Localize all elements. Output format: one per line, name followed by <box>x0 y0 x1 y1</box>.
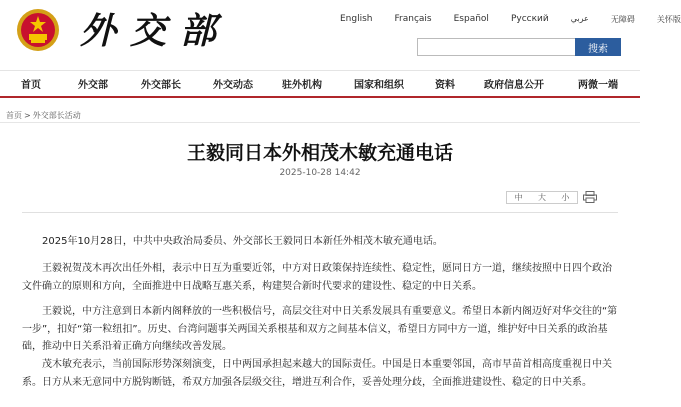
lang-spanish-link[interactable]: Español <box>453 14 489 24</box>
nav-diplomatic-news[interactable]: 外交动态 <box>213 80 253 91</box>
article-paragraph: 王毅说，中方注意到日本新内阁释放的一些积极信号，高层交往对中日关系发展具有重要意义。希望日本新内阁迈好对华交往的“第一步”，扣好“第一粒纽扣”。历史、台湾问题事关两国关系根基和双方之间基本信义，希望日方同中方一道，维护好中日关系的政治基础，推动中日关系沿着正确方向继续改善发展。 <box>22 306 618 352</box>
article-date: 2025-10-28 14:42 <box>279 168 361 178</box>
article-paragraph: 王毅祝贺茂木再次出任外相，表示中日互为重要近邻，中方对日政策保持连续性、稳定性，愿同日方一道，继续按照中日四个政治文件确立的原则和方向，全面推进中日战略互惠关系，构建契合新时代要求的建设性、稳定的中日关系。 <box>22 263 612 292</box>
lang-russian-link[interactable]: Русский <box>510 14 549 24</box>
accessibility-link[interactable]: 无障碍 <box>610 15 635 24</box>
search-bar <box>417 38 621 56</box>
nav-gov-info[interactable]: 政府信息公开 <box>484 80 544 91</box>
breadcrumb-home[interactable]: 首页 <box>6 111 22 120</box>
nav-ministry[interactable]: 外交部 <box>78 80 108 91</box>
search-input[interactable] <box>417 38 577 56</box>
article-divider <box>22 212 618 213</box>
nav-minister[interactable]: 外交部长 <box>141 80 181 91</box>
font-size-small[interactable]: 小 <box>561 193 570 202</box>
nav-missions-abroad[interactable]: 驻外机构 <box>282 80 322 91</box>
site-header <box>0 0 681 68</box>
breadcrumb-separator: > <box>24 111 31 120</box>
nav-resources[interactable]: 资料 <box>435 80 455 91</box>
breadcrumb <box>6 110 81 121</box>
article-title: 王毅同日本外相茂木敏充通电话 <box>186 142 453 164</box>
nav-countries-orgs[interactable]: 国家和组织 <box>354 80 404 91</box>
national-emblem-icon[interactable] <box>16 6 60 54</box>
nav-home[interactable]: 首页 <box>21 80 41 91</box>
font-size-controls <box>506 191 578 204</box>
font-size-large[interactable]: 大 <box>537 193 546 202</box>
lang-french-link[interactable]: Français <box>394 14 432 24</box>
breadcrumb-minister-activities[interactable]: 外交部长活动 <box>32 111 81 120</box>
lang-arabic-link[interactable]: عربي <box>570 14 589 23</box>
article-paragraph: 茂木敏充表示，当前国际形势深刻演变，日中两国承担起来越大的国际责任。中国是日本重要邻国，高市早苗首相高度重视日中关系。日方从来无意同中方脱钩断链，希双方加强各层级交往，增进互利合作，妥善处理分歧，全面推进建设性、稳定的日中关系。 <box>22 359 612 388</box>
print-icon[interactable] <box>583 191 597 203</box>
site-logo[interactable]: 外交部 <box>80 10 231 52</box>
search-button[interactable]: 搜索 <box>575 38 621 56</box>
font-size-medium[interactable]: 中 <box>514 193 523 202</box>
article-paragraph: 2025年10月28日，中共中央政治局委员、外交部长王毅同日本新任外相茂木敏充通电话。 <box>42 236 443 247</box>
lang-english-link[interactable]: English <box>340 14 373 24</box>
elder-care-link[interactable]: 关怀版 <box>656 15 681 24</box>
language-bar <box>340 14 681 25</box>
nav-social-apps[interactable]: 两微一端 <box>578 80 618 91</box>
main-nav <box>0 70 640 98</box>
breadcrumb-divider <box>0 122 640 123</box>
